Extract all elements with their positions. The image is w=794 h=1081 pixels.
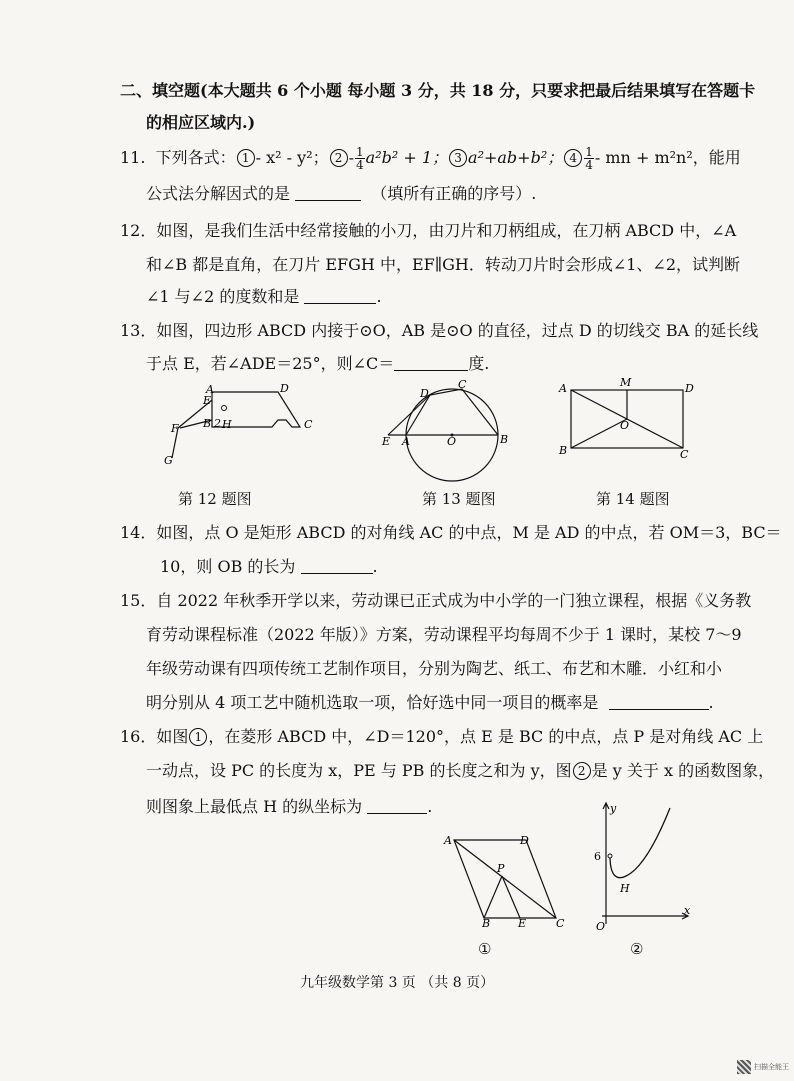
answer-blank-11[interactable]: [295, 184, 361, 201]
fig12-label-C: C: [304, 418, 313, 431]
fig16a-label-C: C: [556, 917, 565, 928]
question-16-line3: 则图象上最低点 H 的纵坐标为 .: [146, 797, 433, 816]
fig13-label-C: C: [458, 378, 467, 391]
fig13-label-D: D: [420, 387, 429, 400]
fig12-label-E: E: [203, 394, 212, 407]
circled-number-2: 2: [573, 762, 591, 780]
answer-blank-14[interactable]: [301, 557, 373, 574]
section-title-line2: 的相应区域内.): [146, 113, 256, 132]
fig13-label-B: B: [500, 433, 509, 446]
question-13-line2: 于点 E，若∠ADE＝25°，则∠C＝ 度.: [146, 354, 490, 373]
figure-13-caption: 第 13 题图: [422, 490, 496, 508]
fig12-label-A: A: [206, 383, 214, 396]
fig14-label-D: D: [685, 382, 694, 395]
figure-14-rectangle: [556, 376, 698, 461]
fraction-one-quarter: $\frac{1}{4}$: [356, 145, 364, 172]
question-16-line1: 16．如图 1 ，在菱形 ABCD 中，∠D＝120°，点 E 是 BC 的中点，点 P 是对角线 AC 上: [120, 727, 764, 746]
question-11-line2: 公式法分解因式的是 （填所有正确的序号）.: [146, 184, 537, 203]
fig16a-label-B: B: [482, 917, 491, 928]
fig12-label-2: 2: [214, 417, 221, 430]
fig14-label-M: M: [620, 376, 632, 389]
figure-12-knife: [160, 380, 320, 470]
fig16a-label-E: E: [518, 917, 527, 928]
figure-16-caption-2: ②: [630, 940, 644, 958]
circled-number-4: 4: [564, 149, 582, 167]
answer-blank-13[interactable]: [394, 354, 468, 371]
question-14-line1: 14．如图，点 O 是矩形 ABCD 的对角线 AC 的中点，M 是 AD 的中点，若 OM＝3，BC＝: [120, 523, 782, 542]
question-12-line1: 12．如图，是我们生活中经常接触的小刀，由刀片和刀柄组成，在刀柄 ABCD 中，∠A: [120, 221, 737, 240]
figure-16-rhombus: [440, 828, 570, 928]
figure-14-caption: 第 14 题图: [596, 490, 670, 508]
fig16a-label-P: P: [497, 862, 505, 875]
scanner-qr-icon: [737, 1060, 751, 1074]
fraction-one-quarter-b: $\frac{1}{4}$: [585, 145, 593, 172]
question-15-line3: 年级劳动课有四项传统工艺制作项目，分别为陶艺、纸工、布艺和木雕．小红和小: [146, 659, 723, 678]
answer-blank-12[interactable]: [304, 287, 376, 304]
fig14-label-B: B: [559, 444, 568, 457]
circled-number-1: 1: [189, 728, 207, 746]
scanner-stamp: 扫描全能王: [754, 1063, 789, 1071]
page-footer: 九年级数学第 3 页 （共 8 页）: [300, 975, 495, 991]
fig12-label-F: F: [171, 422, 179, 435]
fig16b-label-6: 6: [594, 850, 601, 863]
figure-13-circle: [380, 375, 510, 485]
fig12-label-D: D: [280, 382, 289, 395]
fig14-label-O: O: [620, 419, 630, 432]
answer-blank-15[interactable]: [609, 693, 709, 710]
fig16b-label-y: y: [610, 802, 617, 815]
question-13-line1: 13．如图，四边形 ABCD 内接于⊙O，AB 是⊙O 的直径，过点 D 的切线交 BA 的延长线: [120, 321, 759, 340]
question-15-line2: 育劳动课程标准（2022 年版）》方案，劳动课程平均每周不少于 1 课时，某校 7～9: [146, 625, 742, 644]
fig16b-label-H: H: [620, 882, 630, 895]
fig14-label-C: C: [680, 448, 689, 461]
question-15-line1: 15．自 2022 年秋季开学以来，劳动课已正式成为中小学的一门独立课程，根据《义务教: [120, 591, 752, 610]
question-12-line3: ∠1 与∠2 的度数和是 .: [146, 287, 382, 306]
fig12-label-B: B: [203, 417, 212, 430]
fig13-label-A: A: [402, 435, 410, 448]
question-15-line4: 明分别从 4 项工艺中随机选取一项，恰好选中同一项目的概率是 .: [146, 693, 714, 712]
fig16a-label-A: A: [444, 834, 452, 847]
circled-number-1: 1: [237, 149, 255, 167]
fig13-label-O: O: [447, 435, 457, 448]
fig12-label-H: H: [222, 418, 232, 431]
question-11-line1: 11. 下列各式： 1 - x² - y²； 2 - $\frac{1}{4}$ a²b² + 1； 3 a²+ab+b²； 4 $\frac{1}{4}$ - mn + m²n²，能用: [120, 145, 741, 172]
section-title-line1: 二、填空题(本大题共 6 个小题 每小题 3 分，共 18 分，只要求把最后结果填写在答题卡: [120, 81, 756, 100]
answer-blank-16[interactable]: [367, 797, 427, 814]
question-12-line2: 和∠B 都是直角，在刀片 EFGH 中，EF∥GH．转动刀片时会形成∠1、∠2，试判断: [146, 255, 741, 274]
fig14-label-A: A: [559, 382, 567, 395]
figure-16-graph: [588, 798, 698, 933]
fig13-label-E: E: [382, 435, 391, 448]
figure-12-caption: 第 12 题图: [178, 490, 252, 508]
fig12-label-G: G: [164, 454, 173, 467]
question-14-line2: 10，则 OB 的长为 .: [160, 557, 378, 576]
fig16a-label-D: D: [520, 834, 529, 847]
circled-number-2: 2: [330, 149, 348, 167]
figure-16-caption-1: ①: [478, 940, 492, 958]
circled-number-3: 3: [449, 149, 467, 167]
fig16b-label-O: O: [596, 920, 606, 933]
question-16-line2: 一动点，设 PC 的长度为 x，PE 与 PB 的长度之和为 y，图 2 是 y 关于 x 的函数图象，: [146, 761, 775, 780]
fig16b-label-x: x: [684, 904, 691, 917]
